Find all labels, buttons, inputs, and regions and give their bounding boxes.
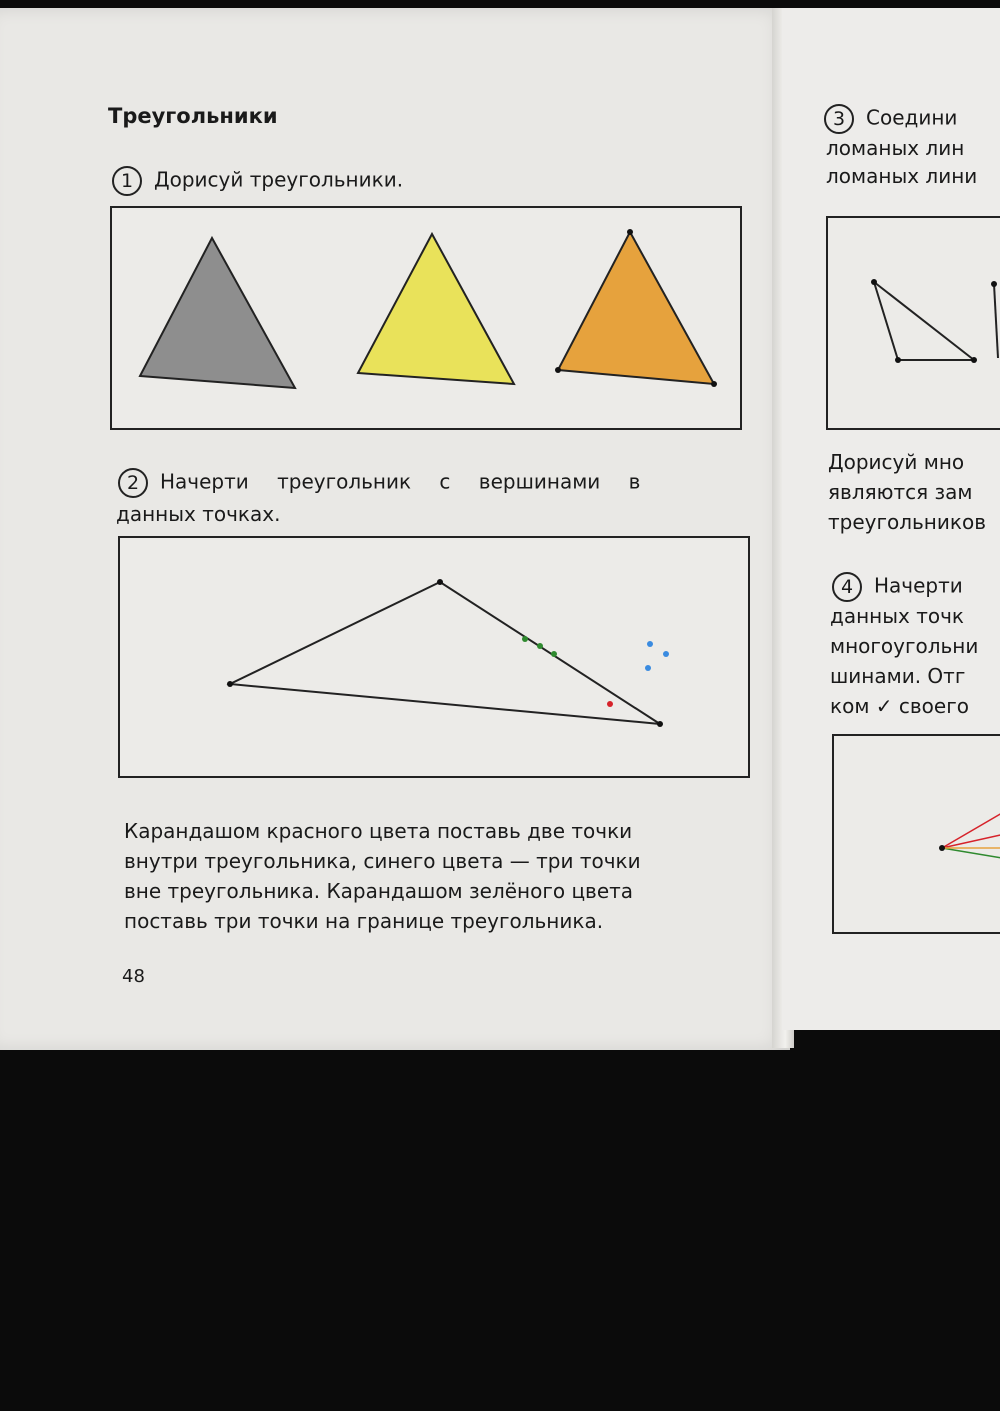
task-1-header	[112, 166, 403, 196]
task-4-box	[832, 734, 1000, 934]
page-title: Треугольники	[108, 104, 278, 128]
task-4-header: 4 Начерти	[832, 572, 963, 602]
blue-dot	[645, 665, 651, 671]
drawn-triangle	[230, 582, 660, 724]
task-1-text: Дорисуй треугольники.	[154, 167, 404, 192]
vertex-dot	[627, 229, 633, 235]
right-text-line: треугольников	[828, 510, 986, 534]
green-dot	[537, 643, 543, 649]
task-2-drawing	[120, 538, 748, 776]
task-2-box	[118, 536, 750, 778]
vertex-dot	[437, 579, 443, 585]
task-1-number: 1	[112, 166, 142, 196]
task-4-number: 4	[832, 572, 862, 602]
instruction-line: поставь три точки на границе треугольника.	[124, 909, 604, 933]
task-4-drawing	[834, 736, 1000, 932]
task-3-header: 3 Соедини	[824, 104, 957, 134]
task-1-box	[110, 206, 742, 430]
blue-dot	[663, 651, 669, 657]
instruction-line: Карандашом красного цвета поставь две точки	[124, 819, 633, 843]
instruction-line: внутри треугольника, синего цвета — три точки	[124, 849, 641, 873]
vertex-dot	[657, 721, 663, 727]
task-2-text-line2: данных точках.	[116, 502, 281, 526]
vertex-dot	[871, 279, 877, 285]
polyline-segment	[874, 282, 974, 360]
task-3-line: ломаных лин	[826, 136, 965, 160]
task-2-header-line1	[118, 468, 640, 498]
task-2-number: 2	[118, 468, 148, 498]
triangle-orange	[558, 232, 714, 384]
task-4-line: ком ✓ своего	[830, 694, 969, 718]
vertex-dot	[991, 281, 997, 287]
blue-dot	[647, 641, 653, 647]
green-dot	[551, 651, 557, 657]
instruction-line: вне треугольника. Карандашом зелёного цвета	[124, 879, 634, 903]
task-4-line: многоугольни	[830, 634, 979, 658]
red-dot	[607, 701, 613, 707]
task-4-line: данных точк	[830, 604, 965, 628]
vertex-dot	[939, 845, 945, 851]
vertex-dot	[711, 381, 717, 387]
colored-line	[942, 832, 1000, 848]
colored-line	[942, 848, 1000, 860]
task-2-instructions	[124, 816, 750, 936]
polyline-segment	[994, 284, 998, 358]
triangle-gray	[140, 238, 295, 388]
vertex-dot	[895, 357, 901, 363]
right-text-line: являются зам	[828, 480, 973, 504]
vertex-dot	[555, 367, 561, 373]
task-3-number: 3	[824, 104, 854, 134]
vertex-dot	[971, 357, 977, 363]
green-dot	[522, 636, 528, 642]
vertex-dot	[227, 681, 233, 687]
task-4-line: шинами. Отг	[830, 664, 966, 688]
task-3-box	[826, 216, 1000, 430]
task-1-drawing	[112, 208, 740, 428]
triangle-yellow	[358, 234, 514, 384]
task-3-drawing	[828, 218, 1000, 428]
right-text-line: Дорисуй мно	[828, 450, 965, 474]
task-3-line: ломаных лини	[826, 164, 978, 188]
task-2-text-line1: Начерти треугольник с вершинами в	[160, 469, 641, 494]
page-number: 48	[122, 966, 145, 987]
